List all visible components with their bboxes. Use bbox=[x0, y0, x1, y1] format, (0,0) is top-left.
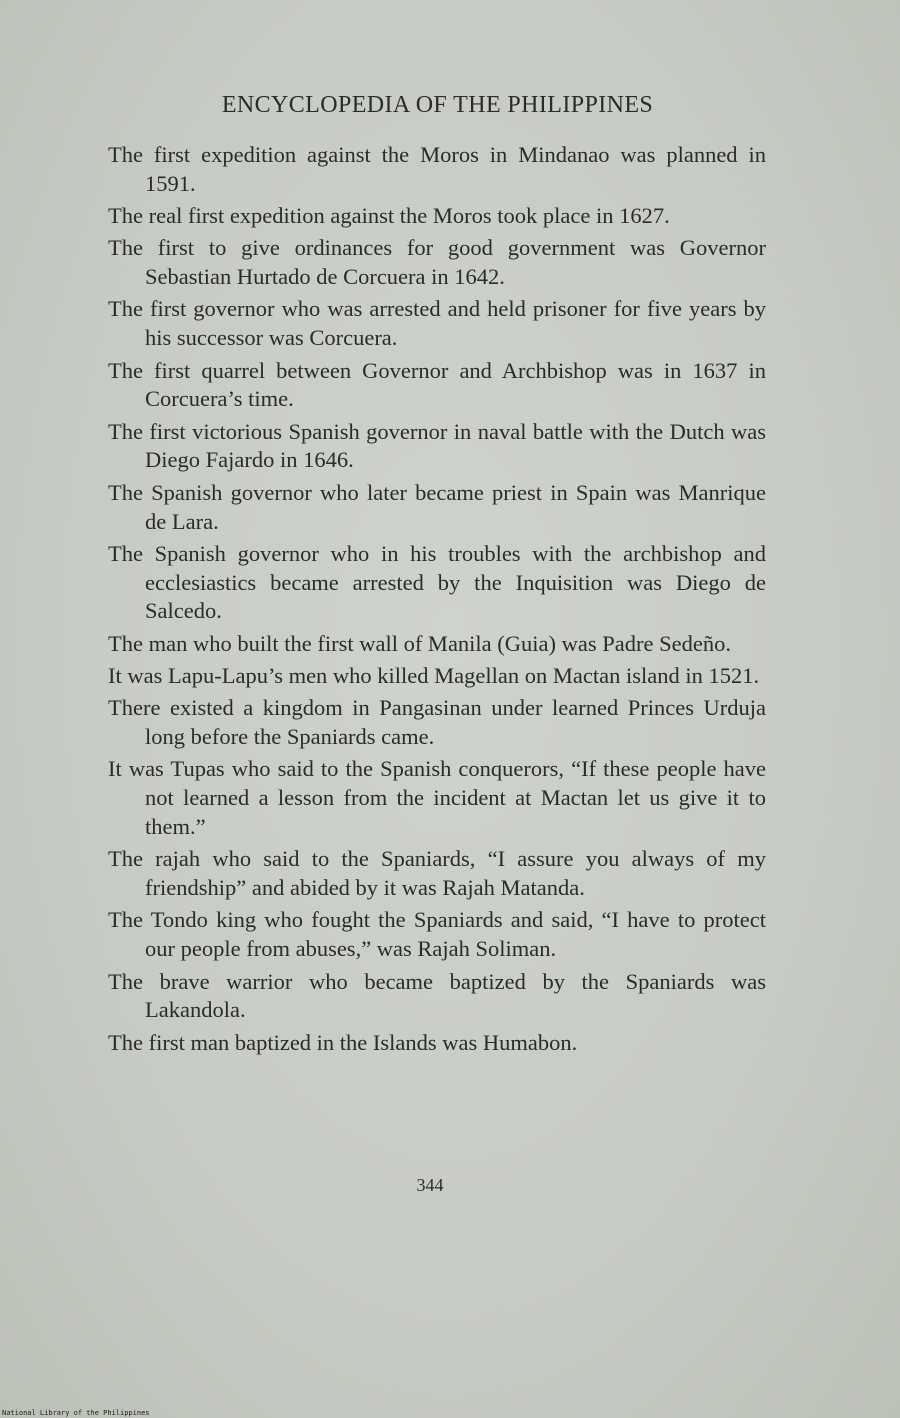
entry: The first expedition against the Moros in Mindanao was planned in 1591. bbox=[108, 142, 766, 196]
entry: The first governor who was arrested and held prisoner for five years by his successor was Corcuera. bbox=[108, 296, 766, 351]
entry: The Spanish governor who later became priest in Spain was Manrique de Lara. bbox=[108, 479, 766, 534]
entry: It was Lapu-Lapu’s men who killed Magellan on Mactan island in 1521. bbox=[108, 663, 760, 689]
entry: The man who built the first wall of Manila (Guia) was Padre Sedeño. bbox=[108, 630, 731, 656]
entry: The first man baptized in the Islands was Humabon. bbox=[108, 1029, 578, 1055]
entry: The real first expedition against the Moros took place in 1627. bbox=[108, 203, 670, 229]
entry: The brave warrior who became baptized by the Spaniards was Lakandola. bbox=[108, 968, 766, 1023]
page-number: 344 bbox=[416, 1175, 444, 1195]
entry: The first to give ordinances for good government was Governor Sebastian Hurtado de Corcuera in 1642. bbox=[108, 235, 766, 290]
entry: The first quarrel between Governor and Archbishop was in 1637 in Corcuera’s time. bbox=[108, 357, 766, 412]
entries-list bbox=[108, 141, 766, 1061]
entry: The Spanish governor who in his troubles with the archbishop and ecclesiastics became arrested by the Inquisition was Diego de Salcedo. bbox=[108, 540, 766, 624]
entry: It was Tupas who said to the Spanish conquerors, “If these people have not learned a lesson from the incident at Mactan let us give it to them.” bbox=[108, 756, 766, 840]
library-credit: National Library of the Philippines bbox=[2, 1409, 150, 1417]
entry: The rajah who said to the Spaniards, “I assure you always of my friendship” and abided by it was Rajah Matanda. bbox=[108, 846, 766, 901]
entry: There existed a kingdom in Pangasinan under learned Princes Urduja long before the Spaniards came. bbox=[108, 695, 766, 750]
entry: The Tondo king who fought the Spaniards and said, “I have to protect our people from abuses,” was Rajah Soliman. bbox=[108, 907, 766, 962]
running-header: ENCYCLOPEDIA OF THE PHILIPPINES bbox=[221, 92, 654, 118]
entry: The first victorious Spanish governor in naval battle with the Dutch was Diego Fajardo in 1646. bbox=[108, 418, 766, 473]
